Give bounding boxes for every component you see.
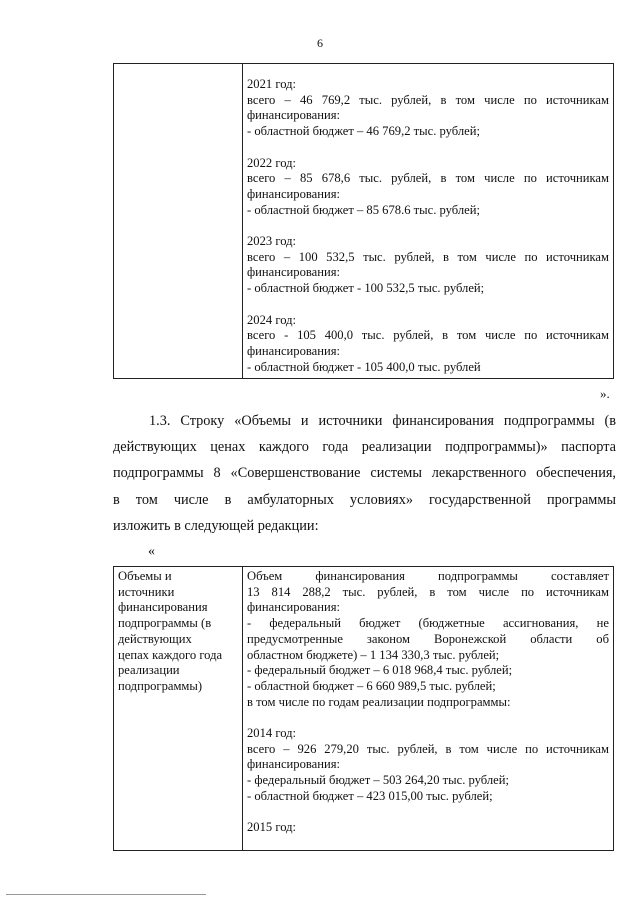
amendment-paragraph [113, 408, 616, 539]
page-edge-line [6, 894, 206, 895]
funding-table-left-cell: Объемы и источники финансирования подпрограммы (в действующих цепах каждого года реализации подпрограммы) [114, 567, 243, 851]
year-block-2021: 2021 год: всего – 46 769,2 тыс. рублей, в том числе по источникам финансирования: - областной бюджет – 46 769,2 тыс. рублей; [247, 77, 609, 139]
funding-table [113, 566, 614, 851]
funding-table-right-cell [243, 567, 614, 851]
paragraph-line: подпрограммы 8 «Совершенствование системы лекарственного обеспечения, [113, 465, 616, 482]
year-block-2014: 2014 год: всего – 926 279,20 тыс. рублей, в том числе по источникам финансирования: - федеральный бюджет – 503 264,20 тыс. рублей; - областной бюджет – 423 015,00 тыс. рублей; [247, 726, 609, 803]
year-block-2024: 2024 год: всего - 105 400,0 тыс. рублей, в том числе по источникам финансирования: - областной бюджет - 105 400,0 тыс. рублей [247, 312, 609, 374]
paragraph-line: в том числе в амбулаторных условиях» государственной программы [113, 491, 616, 508]
top-table-left-cell [114, 64, 243, 379]
year-block-2022: 2022 год: всего – 85 678,6 тыс. рублей, в том числе по источникам финансирования: - областной бюджет – 85 678.6 тыс. рублей; [247, 155, 609, 217]
closing-quote: ». [600, 386, 610, 401]
top-table [113, 63, 614, 379]
page-number: 6 [317, 36, 323, 50]
paragraph-line: действующих ценах каждого года реализации подпрограммы)» паспорта [113, 439, 616, 456]
top-table-right-cell [243, 64, 614, 379]
year-block-2015: 2015 год: [247, 820, 297, 835]
funding-intro: Объем финансирования подпрограммы составляет 13 814 288,2 тыс. рублей, в том числе по источникам финансирования: - федеральный бюджет (бюджетные ассигнования, не предусмотренные законом Воронежской области об областном бюджете) – 1 134 330,3 тыс. рублей; - федеральный бюджет – 6 018 968,4 тыс. рублей; - областной бюджет – 6 660 989,5 тыс. рублей; в том числе по годам реализации подпрограммы: [247, 569, 609, 709]
paragraph-line: изложить в следующей редакции: [113, 517, 319, 534]
paragraph-line: 1.3. Строку «Объемы и источники финансирования подпрограммы (в [149, 413, 616, 429]
opening-quote: « [148, 544, 155, 559]
year-block-2023: 2023 год: всего – 100 532,5 тыс. рублей, в том числе по источникам финансирования: - областной бюджет - 100 532,5 тыс. рублей; [247, 234, 609, 296]
